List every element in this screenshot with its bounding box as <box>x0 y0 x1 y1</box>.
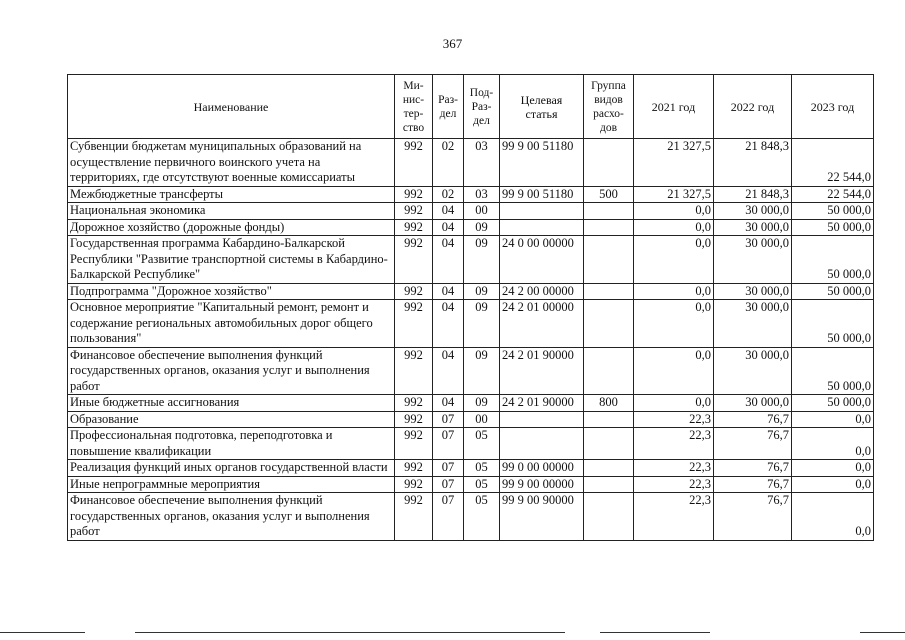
budget-table <box>67 74 874 541</box>
row-target <box>500 428 584 460</box>
table-row <box>68 139 874 187</box>
row-2021: 0,0 <box>634 300 714 348</box>
row-2022: 76,7 <box>714 476 792 493</box>
row-subsection: 09 <box>464 236 500 284</box>
row-group <box>584 219 634 236</box>
row-2022: 21 848,3 <box>714 139 792 187</box>
row-target: 24 2 01 90000 <box>500 347 584 395</box>
row-group <box>584 236 634 284</box>
row-2021: 22,3 <box>634 493 714 541</box>
row-ministry: 992 <box>395 236 433 284</box>
footer-rule <box>0 632 85 633</box>
table-row <box>68 283 874 300</box>
row-ministry: 992 <box>395 476 433 493</box>
row-name: Национальная экономика <box>68 203 395 220</box>
row-2022: 76,7 <box>714 428 792 460</box>
row-ministry: 992 <box>395 428 433 460</box>
row-ministry: 992 <box>395 139 433 187</box>
row-subsection: 00 <box>464 203 500 220</box>
row-2023: 0,0 <box>792 428 874 460</box>
table-row <box>68 347 874 395</box>
row-2021: 0,0 <box>634 236 714 284</box>
footer-rule <box>860 632 905 633</box>
row-name: Подпрограмма "Дорожное хозяйство" <box>68 283 395 300</box>
row-name: Межбюджетные трансферты <box>68 186 395 203</box>
row-2022: 76,7 <box>714 493 792 541</box>
row-name: Дорожное хозяйство (дорожные фонды) <box>68 219 395 236</box>
row-2023: 22 544,0 <box>792 186 874 203</box>
row-ministry: 992 <box>395 493 433 541</box>
row-target: 24 2 01 90000 <box>500 395 584 412</box>
row-target: 99 9 00 51180 <box>500 186 584 203</box>
row-subsection: 00 <box>464 411 500 428</box>
row-2023: 0,0 <box>792 493 874 541</box>
page-number: 367 <box>442 36 463 51</box>
row-subsection: 03 <box>464 139 500 187</box>
row-target: 99 0 00 00000 <box>500 460 584 477</box>
footer-rule <box>135 632 565 633</box>
row-ministry: 992 <box>395 203 433 220</box>
row-2021: 22,3 <box>634 460 714 477</box>
row-group <box>584 428 634 460</box>
row-subsection: 05 <box>464 476 500 493</box>
row-section: 07 <box>433 493 464 541</box>
header-2023: 2023 год <box>792 75 874 139</box>
header-name: Наименование <box>68 75 395 139</box>
row-2023: 50 000,0 <box>792 219 874 236</box>
row-target: 99 9 00 90000 <box>500 493 584 541</box>
row-name: Образование <box>68 411 395 428</box>
row-2022: 30 000,0 <box>714 395 792 412</box>
row-target: 24 2 00 00000 <box>500 283 584 300</box>
row-2022: 30 000,0 <box>714 300 792 348</box>
row-ministry: 992 <box>395 300 433 348</box>
row-target: 24 2 01 00000 <box>500 300 584 348</box>
row-ministry: 992 <box>395 347 433 395</box>
row-subsection: 03 <box>464 186 500 203</box>
row-ministry: 992 <box>395 460 433 477</box>
row-2023: 50 000,0 <box>792 300 874 348</box>
row-section: 07 <box>433 411 464 428</box>
row-name: Иные непрограммные мероприятия <box>68 476 395 493</box>
row-ministry: 992 <box>395 411 433 428</box>
row-section: 07 <box>433 460 464 477</box>
row-2023: 50 000,0 <box>792 395 874 412</box>
row-subsection: 09 <box>464 219 500 236</box>
row-2023: 50 000,0 <box>792 236 874 284</box>
row-target: 99 9 00 51180 <box>500 139 584 187</box>
row-section: 04 <box>433 236 464 284</box>
row-2022: 30 000,0 <box>714 236 792 284</box>
row-target <box>500 411 584 428</box>
header-2021: 2021 год <box>634 75 714 139</box>
header-target: Целевая статья <box>500 75 584 139</box>
row-2021: 0,0 <box>634 219 714 236</box>
row-2022: 30 000,0 <box>714 283 792 300</box>
row-2023: 50 000,0 <box>792 283 874 300</box>
row-2021: 0,0 <box>634 283 714 300</box>
header-group: Группа видов расхо- дов <box>584 75 634 139</box>
row-section: 04 <box>433 283 464 300</box>
row-name: Иные бюджетные ассигнования <box>68 395 395 412</box>
row-group <box>584 493 634 541</box>
row-2021: 21 327,5 <box>634 139 714 187</box>
row-section: 02 <box>433 186 464 203</box>
table-row <box>68 300 874 348</box>
row-2022: 76,7 <box>714 411 792 428</box>
row-section: 07 <box>433 476 464 493</box>
row-name: Основное мероприятие "Капитальный ремонт, ремонт и содержание региональных автомобильных дорог общего пользования" <box>68 300 395 348</box>
row-subsection: 05 <box>464 493 500 541</box>
row-2023: 50 000,0 <box>792 203 874 220</box>
row-group <box>584 139 634 187</box>
row-2023: 50 000,0 <box>792 347 874 395</box>
row-subsection: 09 <box>464 395 500 412</box>
row-section: 04 <box>433 203 464 220</box>
row-2023: 0,0 <box>792 476 874 493</box>
table-row <box>68 203 874 220</box>
row-group <box>584 476 634 493</box>
header-ministry: Ми- нис- тер- ство <box>395 75 433 139</box>
row-2022: 30 000,0 <box>714 347 792 395</box>
row-name: Финансовое обеспечение выполнения функций государственных органов, оказания услуг и выполнения работ <box>68 347 395 395</box>
row-section: 07 <box>433 428 464 460</box>
row-2022: 30 000,0 <box>714 203 792 220</box>
row-2021: 21 327,5 <box>634 186 714 203</box>
row-2023: 22 544,0 <box>792 139 874 187</box>
row-2021: 0,0 <box>634 395 714 412</box>
row-2021: 22,3 <box>634 476 714 493</box>
header-2022: 2022 год <box>714 75 792 139</box>
row-section: 02 <box>433 139 464 187</box>
row-ministry: 992 <box>395 186 433 203</box>
row-2021: 0,0 <box>634 203 714 220</box>
header-section: Раз- дел <box>433 75 464 139</box>
row-subsection: 09 <box>464 300 500 348</box>
row-2021: 22,3 <box>634 411 714 428</box>
row-2023: 0,0 <box>792 460 874 477</box>
table-body <box>68 139 874 541</box>
table-row <box>68 411 874 428</box>
table-row <box>68 186 874 203</box>
row-target: 24 0 00 00000 <box>500 236 584 284</box>
row-group <box>584 460 634 477</box>
row-2022: 76,7 <box>714 460 792 477</box>
header-subsection: Под- Раз- дел <box>464 75 500 139</box>
row-ministry: 992 <box>395 395 433 412</box>
row-ministry: 992 <box>395 283 433 300</box>
table-row <box>68 219 874 236</box>
row-section: 04 <box>433 395 464 412</box>
row-2023: 0,0 <box>792 411 874 428</box>
row-subsection: 05 <box>464 460 500 477</box>
row-section: 04 <box>433 347 464 395</box>
row-2021: 22,3 <box>634 428 714 460</box>
table-row <box>68 395 874 412</box>
table-header-row <box>68 75 874 139</box>
row-group <box>584 283 634 300</box>
footer-rule <box>600 632 710 633</box>
table-row <box>68 460 874 477</box>
row-group <box>584 300 634 348</box>
row-target: 99 9 00 00000 <box>500 476 584 493</box>
row-name: Реализация функций иных органов государственной власти <box>68 460 395 477</box>
table-row <box>68 236 874 284</box>
row-subsection: 09 <box>464 347 500 395</box>
row-group <box>584 203 634 220</box>
row-2022: 21 848,3 <box>714 186 792 203</box>
row-subsection: 09 <box>464 283 500 300</box>
row-2021: 0,0 <box>634 347 714 395</box>
row-group <box>584 411 634 428</box>
row-2022: 30 000,0 <box>714 219 792 236</box>
table-row <box>68 476 874 493</box>
row-target <box>500 219 584 236</box>
table-row <box>68 493 874 541</box>
row-name: Субвенции бюджетам муниципальных образований на осуществление первичного воинского учета на территориях, где отсутствуют военные комиссариаты <box>68 139 395 187</box>
row-name: Государственная программа Кабардино-Балкарской Республики "Развитие транспортной системы в Кабардино-Балкарской Республике" <box>68 236 395 284</box>
row-section: 04 <box>433 300 464 348</box>
row-name: Профессиональная подготовка, переподготовка и повышение квалификации <box>68 428 395 460</box>
row-group: 500 <box>584 186 634 203</box>
row-section: 04 <box>433 219 464 236</box>
row-group <box>584 347 634 395</box>
table-row <box>68 428 874 460</box>
row-name: Финансовое обеспечение выполнения функций государственных органов, оказания услуг и выполнения работ <box>68 493 395 541</box>
row-target <box>500 203 584 220</box>
row-ministry: 992 <box>395 219 433 236</box>
row-group: 800 <box>584 395 634 412</box>
row-subsection: 05 <box>464 428 500 460</box>
